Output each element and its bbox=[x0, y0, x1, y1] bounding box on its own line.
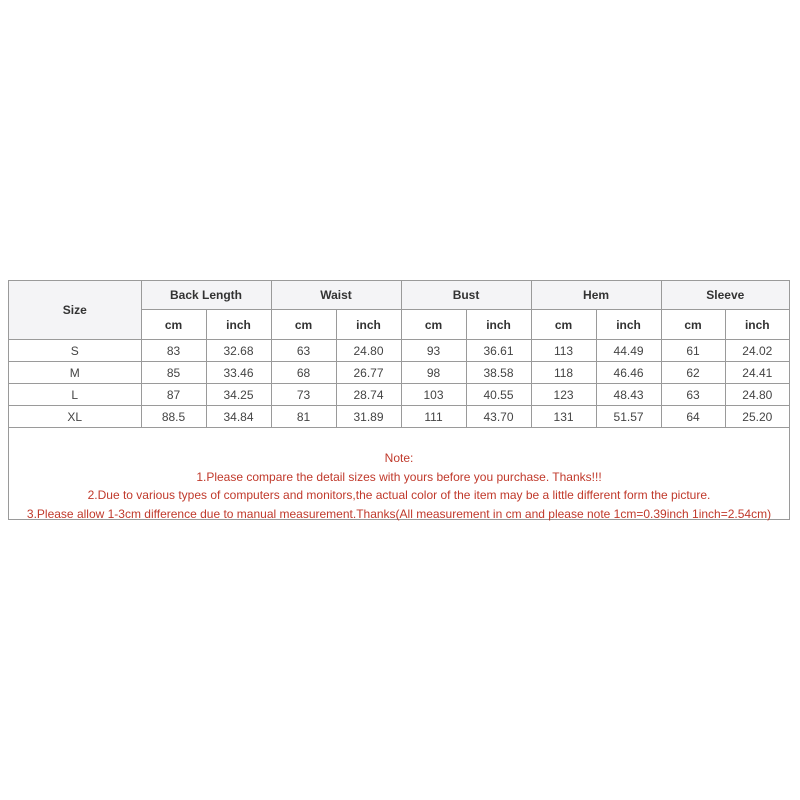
group-header-sleeve: Sleeve bbox=[661, 281, 789, 310]
table-cell: 31.89 bbox=[336, 406, 401, 428]
table-cell: 34.25 bbox=[206, 384, 271, 406]
table-cell: 38.58 bbox=[466, 362, 531, 384]
note-line-2: 2.Due to various types of computers and monitors,the actual color of the item may be a little different form the picture. bbox=[87, 488, 711, 502]
size-cell: S bbox=[9, 340, 141, 362]
unit-header-inch: inch bbox=[725, 310, 789, 340]
table-cell: 43.70 bbox=[466, 406, 531, 428]
table-cell: 24.80 bbox=[725, 384, 789, 406]
table-cell: 48.43 bbox=[596, 384, 661, 406]
table-cell: 61 bbox=[661, 340, 725, 362]
table-cell: 40.55 bbox=[466, 384, 531, 406]
unit-header-cm: cm bbox=[141, 310, 206, 340]
table-cell: 83 bbox=[141, 340, 206, 362]
table-cell: 24.02 bbox=[725, 340, 789, 362]
unit-header-inch: inch bbox=[466, 310, 531, 340]
table-cell: 33.46 bbox=[206, 362, 271, 384]
table-cell: 63 bbox=[271, 340, 336, 362]
table-cell: 26.77 bbox=[336, 362, 401, 384]
notes-section bbox=[9, 449, 789, 523]
unit-header-cm: cm bbox=[661, 310, 725, 340]
table-cell: 73 bbox=[271, 384, 336, 406]
table-cell: 34.84 bbox=[206, 406, 271, 428]
size-cell: L bbox=[9, 384, 141, 406]
table-cell: 36.61 bbox=[466, 340, 531, 362]
unit-header-cm: cm bbox=[271, 310, 336, 340]
table-row bbox=[9, 384, 789, 406]
table-cell: 81 bbox=[271, 406, 336, 428]
table-cell: 64 bbox=[661, 406, 725, 428]
note-line-3: 3.Please allow 1-3cm difference due to manual measurement.Thanks(All measurement in cm and please note 1cm=0.39inch 1inch=2.54cm) bbox=[26, 506, 772, 521]
table-cell: 32.68 bbox=[206, 340, 271, 362]
table-row bbox=[9, 340, 789, 362]
table-cell: 118 bbox=[531, 362, 596, 384]
group-header-hem: Hem bbox=[531, 281, 661, 310]
table-cell: 68 bbox=[271, 362, 336, 384]
unit-header-inch: inch bbox=[336, 310, 401, 340]
unit-header-cm: cm bbox=[531, 310, 596, 340]
size-table bbox=[9, 281, 789, 428]
table-cell: 28.74 bbox=[336, 384, 401, 406]
table-cell: 93 bbox=[401, 340, 466, 362]
size-chart bbox=[8, 280, 790, 520]
table-cell: 98 bbox=[401, 362, 466, 384]
table-row bbox=[9, 406, 789, 428]
table-row bbox=[9, 362, 789, 384]
group-header-waist: Waist bbox=[271, 281, 401, 310]
table-cell: 62 bbox=[661, 362, 725, 384]
unit-header-inch: inch bbox=[206, 310, 271, 340]
size-cell: XL bbox=[9, 406, 141, 428]
table-cell: 131 bbox=[531, 406, 596, 428]
table-cell: 46.46 bbox=[596, 362, 661, 384]
table-cell: 51.57 bbox=[596, 406, 661, 428]
table-cell: 24.41 bbox=[725, 362, 789, 384]
table-cell: 113 bbox=[531, 340, 596, 362]
group-header-bust: Bust bbox=[401, 281, 531, 310]
table-cell: 24.80 bbox=[336, 340, 401, 362]
table-cell: 87 bbox=[141, 384, 206, 406]
header-row-groups bbox=[9, 281, 789, 310]
note-line-1: 1.Please compare the detail sizes with yours before you purchase. Thanks!!! bbox=[196, 469, 602, 484]
unit-header-cm: cm bbox=[401, 310, 466, 340]
table-cell: 63 bbox=[661, 384, 725, 406]
note-title: Note: bbox=[384, 451, 414, 465]
table-cell: 123 bbox=[531, 384, 596, 406]
table-cell: 25.20 bbox=[725, 406, 789, 428]
size-cell: M bbox=[9, 362, 141, 384]
table-cell: 103 bbox=[401, 384, 466, 406]
table-cell: 85 bbox=[141, 362, 206, 384]
group-header-back-length: Back Length bbox=[141, 281, 271, 310]
table-cell: 111 bbox=[401, 406, 466, 428]
unit-header-inch: inch bbox=[596, 310, 661, 340]
table-cell: 88.5 bbox=[141, 406, 206, 428]
size-header: Size bbox=[9, 281, 141, 340]
table-cell: 44.49 bbox=[596, 340, 661, 362]
